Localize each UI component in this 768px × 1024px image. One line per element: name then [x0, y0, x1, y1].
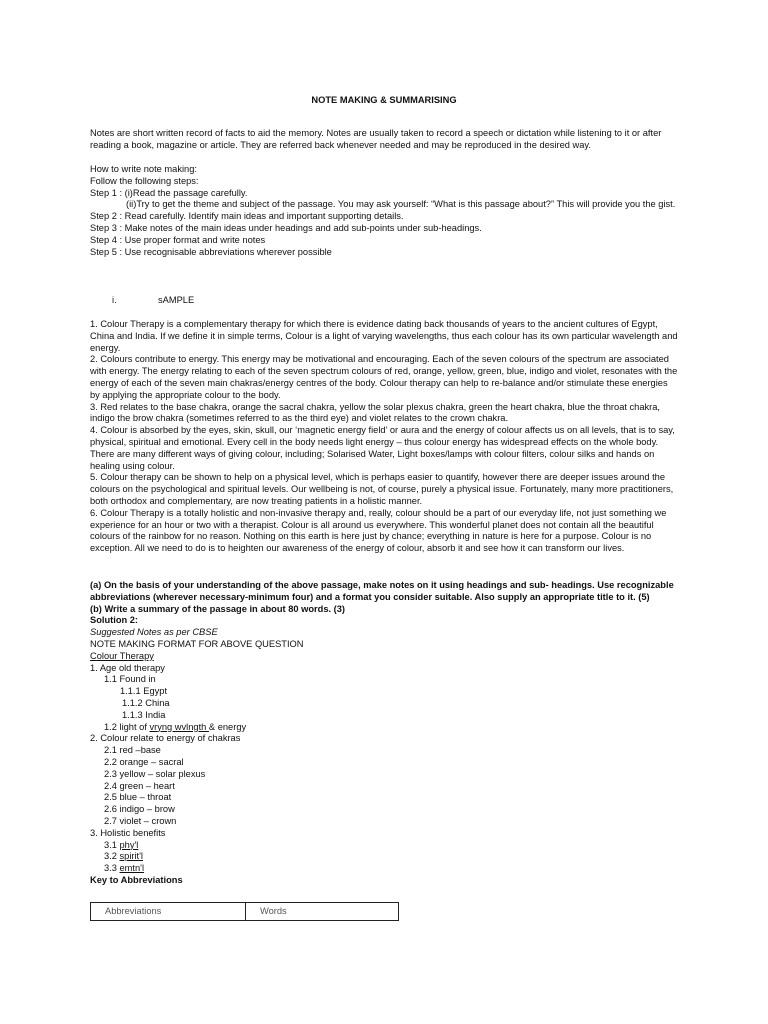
passage-para-3: 3. Red relates to the base chakra, orange the sacral chakra, yellow the solar plexus chakra, green the heart chakra, blue the throat chakra, indigo the brow chakra (sometimes referred to as the third eye) and violet relates to the crown chakra.	[90, 401, 661, 424]
note-2-3: 2.3 yellow – solar plexus	[104, 768, 206, 779]
step-2: Step 2 : Read carefully. Identify main ideas and important supporting details.	[90, 211, 404, 222]
solution-heading: Solution 2:	[90, 615, 139, 626]
step-5: Step 5 : Use recognisable abbreviations wherever possible	[90, 246, 332, 257]
question-b: (b) Write a summary of the passage in about 80 words. (3)	[90, 603, 346, 614]
question-a: (a) On the basis of your understanding of the above passage, make notes on it using headings and sub- headings. Use recognizable abbreviations (wherever necessary-minimum four) and a format you consider suitable. Also supply an appropriate title to it. (5)	[90, 580, 674, 602]
note-2: 2. Colour relate to energy of chakras	[90, 733, 241, 744]
table-row	[91, 903, 399, 921]
intro-paragraph: Notes are short written record of facts to aid the memory. Notes are usually taken to record a speech or dictation while listening to it or after reading a book, magazine or article. They are referred back whenever needed and may be reproduced in the desired way.	[90, 128, 662, 150]
note-3-2: 3.2 spirit'l	[104, 851, 143, 862]
note-1-2: 1.2 light of vryng wvlngth & energy	[104, 721, 247, 732]
passage-para-1: 1. Colour Therapy is a complementary therapy for which there is evidence dating back thousands of years to the ancient cultures of Egypt, China and India. If we define it in simple terms, Colour is a light of varying wavelengths, thus each colour has its own particular wavelength and energy.	[90, 319, 678, 353]
step-1a: Step 1 : (i)Read the passage carefully.	[90, 187, 248, 198]
how-to-section	[90, 164, 678, 258]
note-3: 3. Holistic benefits	[90, 827, 166, 838]
sample-number: i.	[112, 295, 117, 305]
note-1-1: 1.1 Found in	[104, 674, 156, 685]
follow-steps: Follow the following steps:	[90, 175, 199, 186]
note-1: 1. Age old therapy	[90, 662, 165, 673]
note-2-2: 2.2 orange – sacral	[104, 756, 184, 767]
note-2-6: 2.6 indigo – brow	[104, 804, 175, 815]
sample-heading	[112, 295, 194, 307]
note-1-1-2: 1.1.2 China	[122, 697, 170, 708]
passage-para-2: 2. Colours contribute to energy. This energy may be motivational and encouraging. Each of the seven colours of the spectrum are associated with energy. The energy relating to each of the seven spectrum colours of red, orange, yellow, green, blue, indigo and violet, resonates with the energy of each of the seven main chakras/energy centres of the body. Colour therapy can help to re-balance and/or stimulate these energies by applying the appropriate colour to the body.	[90, 354, 678, 400]
abbreviations-header: Abbreviations	[91, 903, 246, 921]
note-3-1: 3.1 phy'l	[104, 839, 139, 850]
note-1-1-1: 1.1.1 Egypt	[120, 686, 168, 697]
step-1b: (ii)Try to get the theme and subject of the passage. You may ask yourself: “What is this passage about?” This will provide you the gist.	[126, 199, 676, 210]
note-1-1-3: 1.1.3 India	[122, 709, 166, 720]
note-2-1: 2.1 red –base	[104, 745, 161, 756]
sample-label: sAMPLE	[158, 295, 195, 305]
questions-and-solution	[90, 580, 678, 887]
passage	[90, 319, 678, 555]
words-header: Words	[246, 903, 399, 921]
passage-para-6: 6. Colour Therapy is a totally holistic and non-invasive therapy and, really, colour should be a part of our everyday life, not just something we experience for an hour or two with a therapist. Colour is all around us everywhere. This wonderful planet does not contain all the beautiful colours of the rainbow for no reason. Nothing on this earth is here just by chance; everything in nature is here for a purpose. Colour is no exception. All we need to do is to heighten our awareness of the energy of colour, absorb it and see how it can transform our lives.	[90, 507, 667, 554]
note-2-4: 2.4 green – heart	[104, 780, 175, 791]
notes-title: Colour Therapy	[90, 650, 154, 661]
page-title: NOTE MAKING & SUMMARISING	[311, 95, 457, 105]
passage-para-5: 5. Colour therapy can be shown to help on a physical level, which is perhaps easier to quantify, however there are deeper issues around the colours on the psychological and spiritual levels. Our wellbeing is not, of course, purely a physical issue. Fortunately, many more practitioners, both orthodox and complementary, are now treating patients in a holistic manner.	[90, 472, 674, 506]
passage-para-4: 4. Colour is absorbed by the eyes, skin, skull, our ‘magnetic energy field’ or aura and the energy of colour affects us on all levels, that is to say, physical, spiritual and emotional. Every cell in the body needs light energy – thus colour energy has widespread effects on the whole body. There are many different ways of giving colour, including; Solarised Water, Light boxes/lamps with colour filters, colour silks and hands on healing using colour.	[90, 425, 675, 471]
key-heading: Key to Abbreviations	[90, 874, 183, 885]
abbreviations-table	[90, 902, 399, 921]
step-4: Step 4 : Use proper format and write notes	[90, 234, 266, 245]
suggested-notes: Suggested Notes as per CBSE	[90, 627, 218, 638]
step-3: Step 3 : Make notes of the main ideas under headings and add sub-points under sub-headings.	[90, 222, 482, 233]
note-2-7: 2.7 violet – crown	[104, 815, 177, 826]
how-to-heading: How to write note making:	[90, 164, 197, 174]
note-2-5: 2.5 blue – throat	[104, 792, 172, 803]
format-heading: NOTE MAKING FORMAT FOR ABOVE QUESTION	[90, 638, 304, 649]
note-3-3: 3.3 emtn'l	[104, 863, 145, 874]
